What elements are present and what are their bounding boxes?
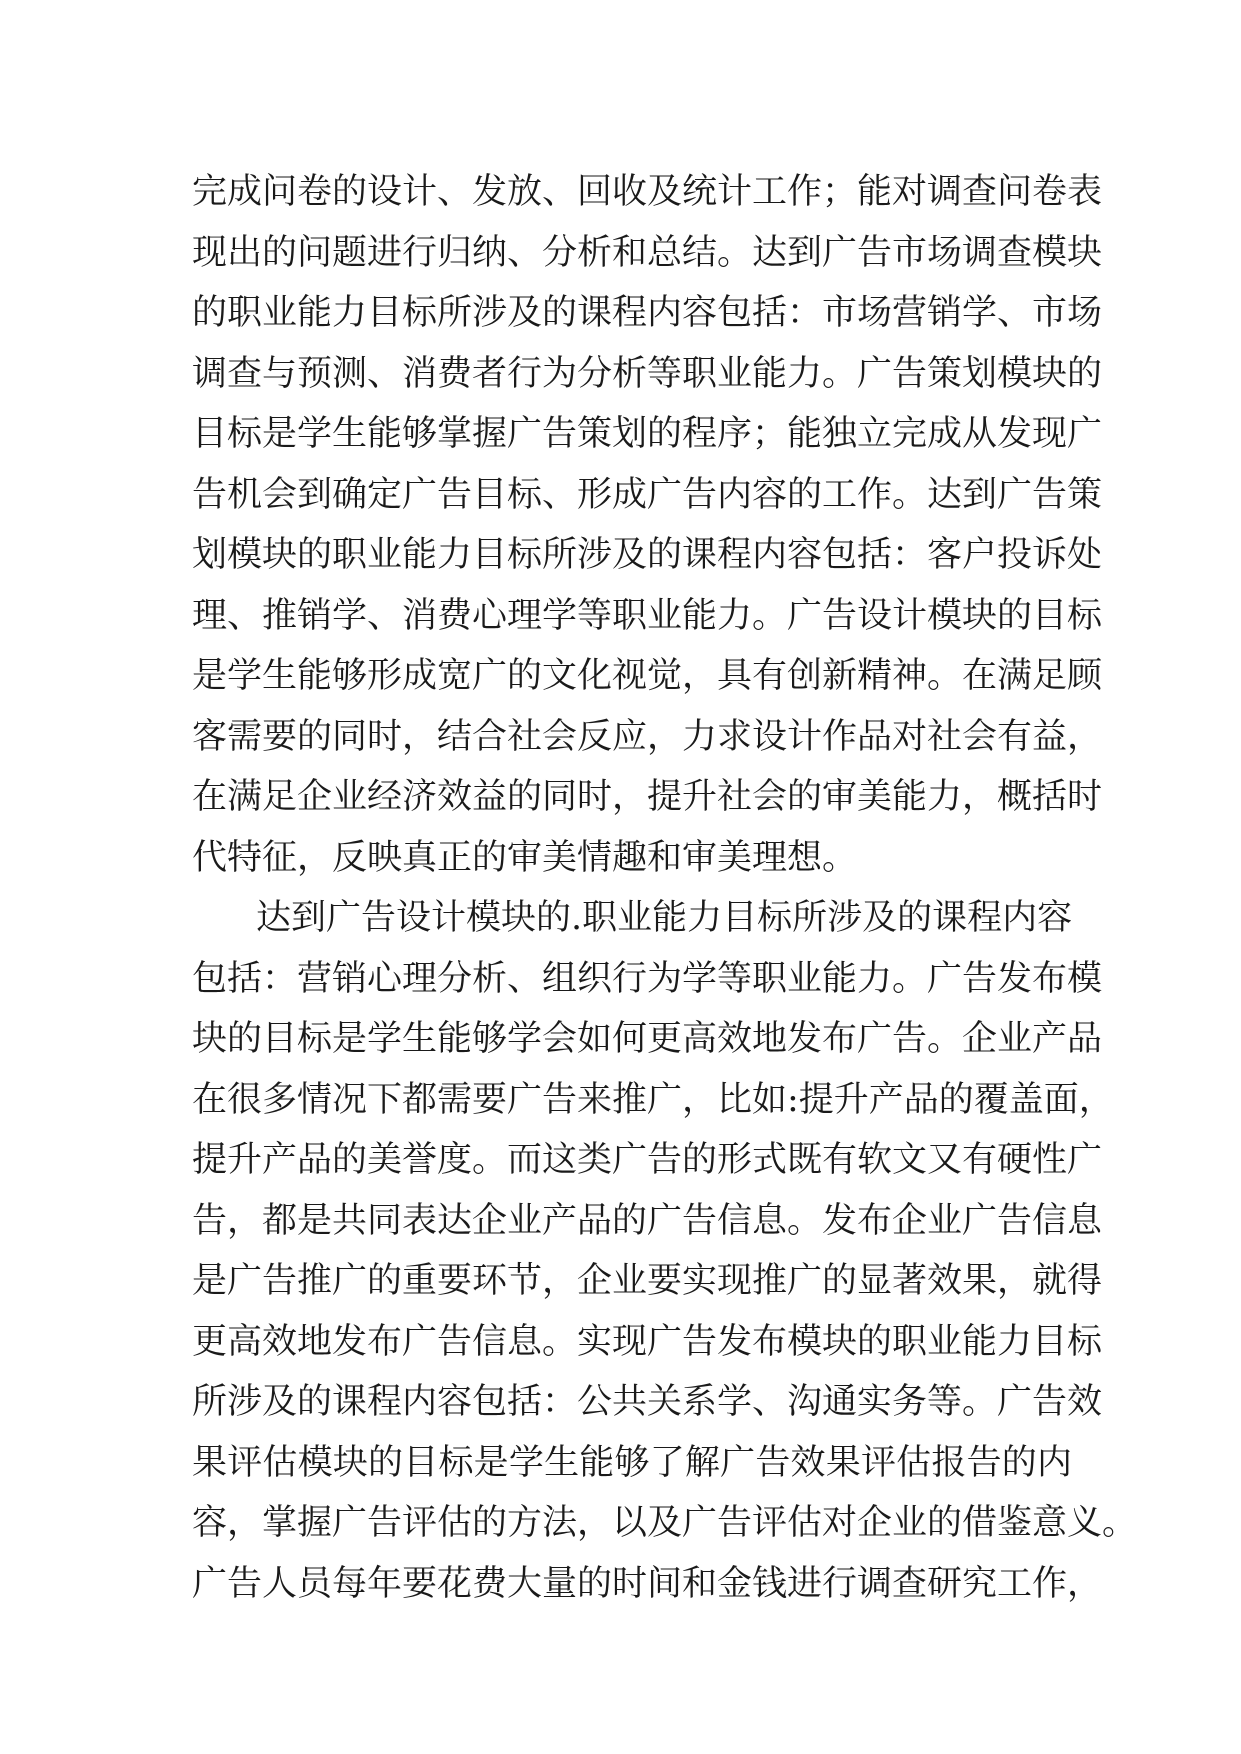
paragraph xyxy=(192,162,1103,888)
text-line: 调查与预测、消费者行为分析等职业能力。广告策划模块的 xyxy=(192,353,1103,394)
text-line: 划模块的职业能力目标所涉及的课程内容包括：客户投诉处 xyxy=(192,535,1103,575)
text-line: 容，掌握广告评估的方法，以及广告评估对企业的借鉴意义。 xyxy=(192,1503,1138,1543)
text-line: 果评估模块的目标是学生能够了解广告效果评估报告的内 xyxy=(192,1442,1072,1483)
text-line: 块的目标是学生能够学会如何更高效地发布广告。企业产品 xyxy=(192,1019,1103,1059)
text-line: 在很多情况下都需要广告来推广，比如:提升产品的覆盖面， xyxy=(192,1079,1114,1120)
text-line: 提升产品的美誉度。而这类广告的形式既有软文又有硬性广 xyxy=(192,1140,1103,1180)
body-text xyxy=(192,162,1138,1614)
text-line: 告机会到确定广告目标、形成广告内容的工作。达到广告策 xyxy=(192,474,1103,515)
text-line: 完成问卷的设计、发放、回收及统计工作；能对调查问卷表 xyxy=(192,172,1103,212)
text-line: 更高效地发布广告信息。实现广告发布模块的职业能力目标 xyxy=(192,1321,1103,1362)
text-line: 的职业能力目标所涉及的课程内容包括：市场营销学、市场 xyxy=(192,293,1103,333)
text-line: 目标是学生能够掌握广告策划的程序；能独立完成从发现广 xyxy=(192,414,1103,454)
text-line: 包括：营销心理分析、组织行为学等职业能力。广告发布模 xyxy=(192,958,1103,999)
text-line: 达到广告设计模块的.职业能力目标所涉及的课程内容 xyxy=(256,898,1073,938)
text-line: 广告人员每年要花费大量的时间和金钱进行调查研究工作， xyxy=(192,1563,1103,1604)
text-line: 在满足企业经济效益的同时，提升社会的审美能力，概括时 xyxy=(192,777,1103,817)
text-line: 是学生能够形成宽广的文化视觉，具有创新精神。在满足顾 xyxy=(192,656,1103,696)
text-line: 客需要的同时，结合社会反应，力求设计作品对社会有益， xyxy=(192,716,1103,757)
text-line: 是广告推广的重要环节，企业要实现推广的显著效果，就得 xyxy=(192,1261,1103,1301)
text-line: 现出的问题进行归纳、分析和总结。达到广告市场调查模块 xyxy=(192,232,1103,273)
text-line: 理、推销学、消费心理学等职业能力。广告设计模块的目标 xyxy=(192,595,1103,636)
text-line: 代特征，反映真正的审美情趣和审美理想。 xyxy=(192,837,858,878)
text-line: 告，都是共同表达企业产品的广告信息。发布企业广告信息 xyxy=(192,1200,1103,1241)
text-line: 所涉及的课程内容包括：公共关系学、沟通实务等。广告效 xyxy=(192,1382,1103,1422)
paragraph xyxy=(192,888,1138,1614)
